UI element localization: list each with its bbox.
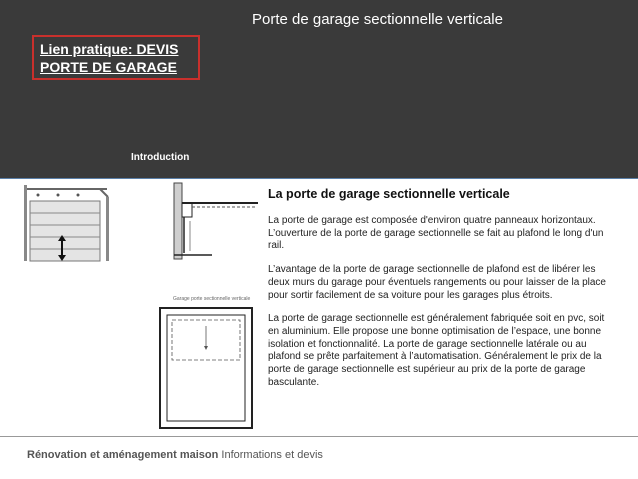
section-label: Introduction <box>131 152 190 163</box>
ceiling-rail-section-figure <box>172 181 258 261</box>
footer <box>0 436 638 479</box>
devis-link-box[interactable] <box>32 35 200 80</box>
header-banner <box>0 0 638 179</box>
footer-tagline: Informations et devis <box>221 449 323 461</box>
footer-text <box>27 449 323 461</box>
door-front-elevation-figure <box>158 306 254 430</box>
article-paragraph: L’avantage de la porte de garage sectionnelle de plafond est de libérer les deux murs du garage pour éventuels rangements ou pour laisser de la place pour sortir facilement de sa voiture pour les garages plus étroits. <box>268 264 606 301</box>
article-content <box>268 187 613 400</box>
figure-caption: Garage porte sectionnelle verticale <box>173 296 251 302</box>
article-heading: La porte de garage sectionnelle verticale <box>268 187 510 201</box>
article-paragraph: La porte de garage est composée d'environ quatre panneaux horizontaux. L’ouverture de la porte de garage sectionnelle se fait au plafond le long d'un rail. <box>268 215 604 252</box>
door-panels-figure <box>22 183 112 263</box>
devis-link-line1[interactable]: Lien pratique: DEVIS <box>40 41 179 57</box>
page-title: Porte de garage sectionnelle verticale <box>252 11 503 28</box>
devis-link-line2[interactable]: PORTE DE GARAGE <box>40 59 177 75</box>
footer-site-name[interactable]: Rénovation et aménagement maison <box>27 449 219 461</box>
article-paragraph: La porte de garage sectionnelle est généralement fabriquée soit en pvc, soit en aluminium. Elle propose une bonne optimisation de l’espace, une bonne isolation et fonctionnalité. La porte de garage sectionnelle latérale ou au plafond se prête parfaitement à l’automatisation. Généralement le prix de la porte de garage sectionnelle est supérieur au prix de la porte de garage basculante. <box>268 313 605 388</box>
